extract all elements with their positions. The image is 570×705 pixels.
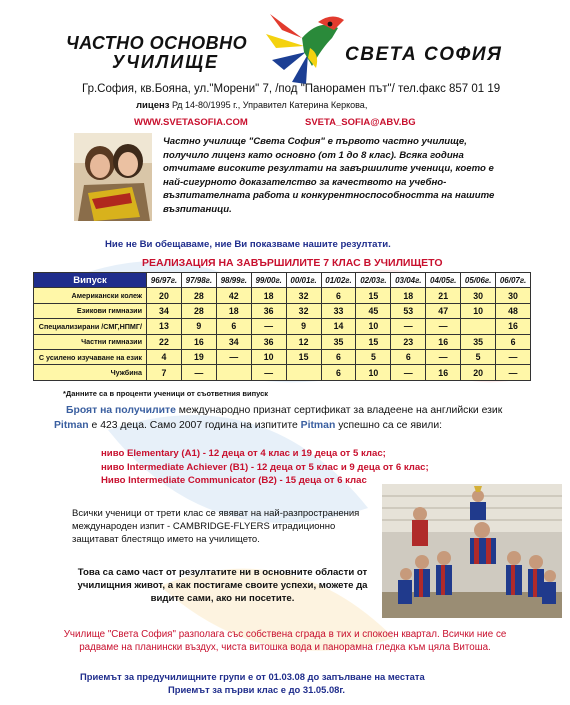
year-header: 06/07г. bbox=[496, 273, 531, 288]
table-cell: 10 bbox=[356, 319, 391, 334]
table-cell bbox=[286, 365, 321, 380]
table-cell: 42 bbox=[216, 288, 251, 303]
table-row bbox=[34, 319, 531, 334]
table-cell: 12 bbox=[286, 334, 321, 349]
year-header: 96/97г. bbox=[147, 273, 182, 288]
year-header: 04/05г. bbox=[426, 273, 461, 288]
table-cell: 7 bbox=[147, 365, 182, 380]
table-cell: 28 bbox=[181, 303, 216, 318]
row-label: Специализирани /СМГ,НПМГ/ bbox=[34, 319, 147, 334]
table-cell: 4 bbox=[147, 349, 182, 364]
table-cell: 18 bbox=[216, 303, 251, 318]
row-label: Чужбина bbox=[34, 365, 147, 380]
intro-text: Частно училище "Света София" е първото частно училище, получило лиценз като основно (от 1 до 8 клас). Всяка година отчитаме високите резултати на завършилите ученици, което е най-сигурното доказателство за качеството на учебно-възпитателната работа и конкурентноспособността на нашите възпитаници. bbox=[163, 136, 495, 215]
table-cell: 22 bbox=[147, 334, 182, 349]
table-cell: 20 bbox=[461, 365, 496, 380]
year-header: 00/01г. bbox=[286, 273, 321, 288]
pitman-name-2: Pitman bbox=[300, 419, 336, 431]
results-title: РЕАЛИЗАЦИЯ НА ЗАВЪРШИЛИТЕ 7 КЛАС В УЧИЛИЩЕТО bbox=[142, 257, 443, 269]
table-cell: 15 bbox=[356, 288, 391, 303]
license-text: Рд 14-80/1995 г., Управител Катерина Керкова, bbox=[171, 100, 368, 110]
table-header-row bbox=[34, 273, 531, 288]
table-cell: 36 bbox=[251, 334, 286, 349]
table-cell: 6 bbox=[496, 334, 531, 349]
table-cell: 6 bbox=[216, 319, 251, 334]
school-type-line2: УЧИЛИЩЕ bbox=[112, 52, 219, 72]
cambridge-text: Всички ученици от трети клас се явяват на най-разпространения международен изпит - CAMBRIDGE-FLYERS итрадиционно защитават блестящо името на училището. bbox=[72, 508, 360, 545]
table-cell: 19 bbox=[181, 349, 216, 364]
building-text: Училище "Света София" разполага със собствена сграда в тих и спокоен квартал. Всички ние се радваме на планински въздух, чиста витошка вода и панорамна гледка към цяла Витоша. bbox=[63, 629, 507, 653]
table-cell: 10 bbox=[461, 303, 496, 318]
admission-preschool: Приемът за предучилищните групи е от 01.03.08 до запълване на местата bbox=[80, 671, 425, 682]
pitman-levels bbox=[101, 447, 429, 488]
school-name: СВЕТА СОФИЯ bbox=[345, 44, 503, 65]
website-link[interactable]: WWW.SVETASOFIA.COM bbox=[134, 117, 248, 128]
header-label: Випуск bbox=[34, 273, 147, 288]
table-cell: 13 bbox=[147, 319, 182, 334]
table-cell: 47 bbox=[426, 303, 461, 318]
pitman-lead: Броят на получилите bbox=[66, 405, 176, 416]
visit-invitation: Това са само част от резултатите ни в основните области от училищния живот, а как постигаме своите успехи, можете да видите сами, ако ни посетите. bbox=[77, 567, 368, 604]
school-type-line1: ЧАСТНО ОСНОВНО bbox=[66, 33, 248, 53]
pitman-name-1: Pitman bbox=[54, 419, 89, 431]
table-cell: 23 bbox=[391, 334, 426, 349]
team-photo bbox=[382, 484, 562, 618]
email-link[interactable]: SVETA_SOFIA@ABV.BG bbox=[305, 117, 416, 128]
table-cell: — bbox=[391, 319, 426, 334]
bird-logo bbox=[262, 8, 346, 86]
students-photo bbox=[74, 133, 152, 221]
table-row bbox=[34, 303, 531, 318]
promise-text: Ние не Ви обещаваме, ние Ви показваме нашите резултати. bbox=[105, 239, 391, 250]
admission-first-grade: Приемът за първи клас е до 31.05.08г. bbox=[168, 684, 345, 695]
table-cell: 16 bbox=[181, 334, 216, 349]
year-header: 98/99г. bbox=[216, 273, 251, 288]
table-cell: — bbox=[426, 349, 461, 364]
level-item: Ниво Intermediate Communicator (B2) - 15 деца от 6 клас bbox=[101, 475, 367, 486]
table-cell bbox=[461, 319, 496, 334]
table-cell: 16 bbox=[496, 319, 531, 334]
year-header: 05/06г. bbox=[461, 273, 496, 288]
row-label: Езикови гимназии bbox=[34, 303, 147, 318]
results-table bbox=[33, 272, 531, 381]
year-header: 99/00г. bbox=[251, 273, 286, 288]
pitman-text-3: успешно са се явили: bbox=[335, 419, 443, 431]
table-row bbox=[34, 365, 531, 380]
license bbox=[136, 100, 367, 111]
table-cell: — bbox=[496, 365, 531, 380]
table-cell: 34 bbox=[147, 303, 182, 318]
table-cell: 15 bbox=[286, 349, 321, 364]
table-cell: 18 bbox=[251, 288, 286, 303]
table-row bbox=[34, 334, 531, 349]
table-cell: 30 bbox=[461, 288, 496, 303]
table-cell: 33 bbox=[321, 303, 356, 318]
table-cell: 10 bbox=[356, 365, 391, 380]
row-label: Частни гимназии bbox=[34, 334, 147, 349]
table-cell: 20 bbox=[147, 288, 182, 303]
table-cell: 36 bbox=[251, 303, 286, 318]
pitman-paragraph bbox=[54, 404, 532, 433]
address: Гр.София, кв.Бояна, ул."Морени" 7, /под "Панорамен път"/ тел.факс 857 01 19 bbox=[82, 83, 501, 95]
table-row bbox=[34, 349, 531, 364]
table-cell: 6 bbox=[321, 365, 356, 380]
pitman-text-1: международно признат сертификат за владеене на английски език bbox=[175, 405, 503, 416]
year-header: 02/03г. bbox=[356, 273, 391, 288]
table-cell: 9 bbox=[181, 319, 216, 334]
table-cell: 18 bbox=[391, 288, 426, 303]
table-cell: 32 bbox=[286, 303, 321, 318]
table-cell: 15 bbox=[356, 334, 391, 349]
table-cell: 45 bbox=[356, 303, 391, 318]
table-cell: — bbox=[496, 349, 531, 364]
table-cell: 6 bbox=[321, 349, 356, 364]
table-cell: 5 bbox=[356, 349, 391, 364]
table-cell: 5 bbox=[461, 349, 496, 364]
table-row bbox=[34, 288, 531, 303]
table-cell: 32 bbox=[286, 288, 321, 303]
table-cell: 16 bbox=[426, 334, 461, 349]
table-cell: 35 bbox=[461, 334, 496, 349]
table-cell: 34 bbox=[216, 334, 251, 349]
table-cell: 35 bbox=[321, 334, 356, 349]
table-cell: 14 bbox=[321, 319, 356, 334]
table-cell: 9 bbox=[286, 319, 321, 334]
table-cell: 6 bbox=[321, 288, 356, 303]
table-cell: 28 bbox=[181, 288, 216, 303]
row-label: С усилено изучаване на език bbox=[34, 349, 147, 364]
table-cell: 10 bbox=[251, 349, 286, 364]
table-cell: — bbox=[251, 365, 286, 380]
year-header: 01/02г. bbox=[321, 273, 356, 288]
table-cell bbox=[216, 365, 251, 380]
table-cell: 53 bbox=[391, 303, 426, 318]
table-cell: — bbox=[426, 319, 461, 334]
table-cell: 48 bbox=[496, 303, 531, 318]
table-note: *Данните са в проценти ученици от съответния випуск bbox=[63, 389, 269, 398]
year-header: 97/98г. bbox=[181, 273, 216, 288]
table-cell: — bbox=[251, 319, 286, 334]
level-item: ниво Intermediate Achiever (B1) - 12 деца от 5 клас и 9 деца от 6 клас; bbox=[101, 461, 429, 473]
table-body bbox=[34, 288, 531, 380]
table-cell: — bbox=[391, 365, 426, 380]
level-item: ниво Elementary (A1) - 12 деца от 4 клас и 19 деца от 5 клас; bbox=[101, 448, 386, 459]
table-cell: — bbox=[216, 349, 251, 364]
table-cell: 21 bbox=[426, 288, 461, 303]
table-cell: 6 bbox=[391, 349, 426, 364]
pitman-text-2: е 423 деца. Само 2007 година на изпитите bbox=[88, 419, 301, 431]
license-label: лиценз bbox=[136, 100, 170, 111]
row-label: Американски колеж bbox=[34, 288, 147, 303]
table-cell: 30 bbox=[496, 288, 531, 303]
table-cell: 16 bbox=[426, 365, 461, 380]
table-cell: — bbox=[181, 365, 216, 380]
year-header: 03/04г. bbox=[391, 273, 426, 288]
